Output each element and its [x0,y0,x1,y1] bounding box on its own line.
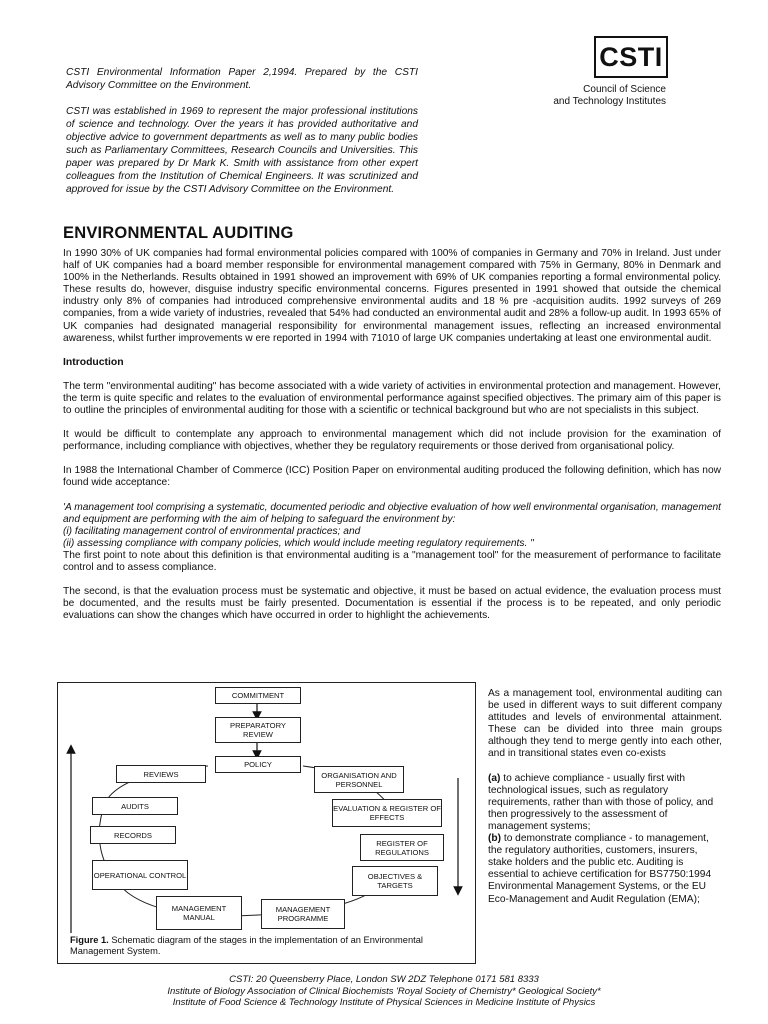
side-item-a [488,773,722,833]
node-records: RECORDS [90,826,176,844]
side-paragraph: As a management tool, environmental auditing can be used in different ways to suit different company attitudes and levels of environmental attainment. These can be divided into three main groups although they tend to merge gently into each other, and in transitional states even co-exists [488,688,722,760]
body-paragraph: It would be difficult to contemplate any approach to environmental management which did not include provision for the examination of performance, including compliance with objectives, whether they be regulatory requirements or those derived from organisational policy. [63,429,721,453]
main-body [63,248,721,634]
body-paragraph: The term "environmental auditing" has become associated with a wide variety of activities in environmental protection and management. However, the term is quite specific and relates to the evaluation of environmental performance against specified objectives. The primary aim of this paper is to outline the principles of environmental auditing for those with a scientific or technical background but who are not specialists in this subject. [63,380,721,417]
caption-text: Schematic diagram of the stages in the implementation of an Environmental Management System. [70,935,423,956]
node-preparatory-review: PREPARATORY REVIEW [215,717,301,743]
item-label: (b) [488,833,502,845]
node-policy: POLICY [215,756,301,773]
body-paragraph: The first point to note about this definition is that environmental auditing is a "management tool" for the measurement of performance to facilitate control and to assess compliance. [63,549,721,573]
item-label: (a) [488,772,501,784]
item-text: to demonstrate compliance - to management, the regulatory authorities, customers, insurers, stake holders and the public etc. Auditing is essential to achieve certification for BS7750:1994 Environmental Management Systems, or the EU Eco-Management and Audit Regulation (EMA); [488,833,712,905]
definition-quote: (i) facilitating management control of environmental practices; and [63,525,361,537]
csti-logo: CSTI [594,36,668,78]
summary-paragraph: In 1990 30% of UK companies had formal environmental policies compared with 100% of companies in Germany and 70% in Ireland. Just under half of UK companies had a board member responsible for environmental management compared with 75% in Germany, 80% in Denmark and 100% in the Netherlands. Results obtained in 1991 showed an improvement with 69% of UK companies reporting a formal environmental policy. These results do, however, disguise industry specific environmental concerns. Figures presented in 1991 showed that outside the chemical industry only 8% of companies had introduced comprehensive environmental audits and 18 % pre -acquisition audits. 1992 surveys of 269 companies, from a wide variety of industries, revealed that 54% had conducted an environmental audit and 28% a follow-up audit. In 1993 65% of UK companies had designated managerial responsibility for environmental management issues, reflecting an increased environmental awareness, whilst further improvements w ere reported in 1994 with 71010 of large UK companies undertaking at least one environmental audit. [63,248,721,344]
body-paragraph: In 1988 the International Chamber of Commerce (ICC) Position Paper on environmental auditing produced the following definition, which has now found wide acceptance: [63,465,721,489]
footer-line: Institute of Food Science & Technology Institute of Physical Sciences in Medicine Institute of Physics [172,997,596,1008]
node-evaluation: EVALUATION & REGISTER OF EFFECTS [332,799,442,827]
definition-quote: (ii) assessing compliance with company policies, which would include meeting regulatory requirements. " [63,537,534,549]
node-reviews: REVIEWS [116,765,206,783]
intro-paragraph: CSTI Environmental Information Paper 2,1994. Prepared by the CSTI Advisory Committee on the Environment. [66,67,418,91]
node-commitment: COMMITMENT [215,687,301,704]
node-organisation: ORGANISATION AND PERSONNEL [314,766,404,793]
node-audits: AUDITS [92,797,178,815]
caption-label: Figure 1. [70,935,109,945]
figure-caption [70,935,450,957]
item-text: to achieve compliance - usually first with technological issues, such as regulatory requirements, rather than with those of policy, and then progressively to the assessment of management systems; [488,772,714,832]
side-item-b [488,833,722,906]
node-management-manual: MANAGEMENT MANUAL [156,896,242,930]
logo-subtitle [540,84,666,108]
intro-block [66,66,418,209]
page-title: ENVIRONMENTAL AUDITING [63,224,294,242]
body-paragraph: The second, is that the evaluation process must be systematic and objective, it must be based on actual evidence, the evaluation process must be documented, and the results must be fairly presented. Documentation is essential if the process is to be repeated, and only periodic evaluations can show the changes which have occurred in order to highlight the achievements. [63,586,721,622]
node-operational-control: OPERATIONAL CONTROL [92,860,188,890]
node-management-programme: MANAGEMENT PROGRAMME [261,899,345,929]
footer-line: Institute of Biology Association of Clinical Biochemists 'Royal Society of Chemistry* Geological Society* [167,985,601,997]
node-register-regulations: REGISTER OF REGULATIONS [360,834,444,861]
node-objectives: OBJECTIVES & TARGETS [352,866,438,896]
logo-subtitle-line: Council of Science [583,84,666,95]
section-heading: Introduction [63,356,124,368]
footer-line: CSTI: 20 Queensberry Place, London SW 2DZ Telephone 0171 581 8333 [229,974,539,985]
figure-1 [57,682,476,964]
intro-paragraph: CSTI was established in 1969 to represent the major professional institutions of science and technology. Over the years it has provided authoritative and objective advice to government departments as well as to many public bodies such as Parliamentary Committees, Research Councils and Universities. This paper was prepared by Dr Mark K. Smith with assistance from other expert colleagues from the Institution of Chemical Engineers. It was scrutinized and approved for issue by the CSTI Advisory Committee on the Environment. [66,106,418,195]
side-column [488,688,722,906]
page-footer [100,974,668,1009]
definition-quote: 'A management tool comprising a systematic, documented periodic and objective evaluation of how well environmental organisation, management and equipment are performing with the aim of helping to safeguard the environment by: [63,501,721,525]
logo-subtitle-line: and Technology Institutes [553,96,666,107]
